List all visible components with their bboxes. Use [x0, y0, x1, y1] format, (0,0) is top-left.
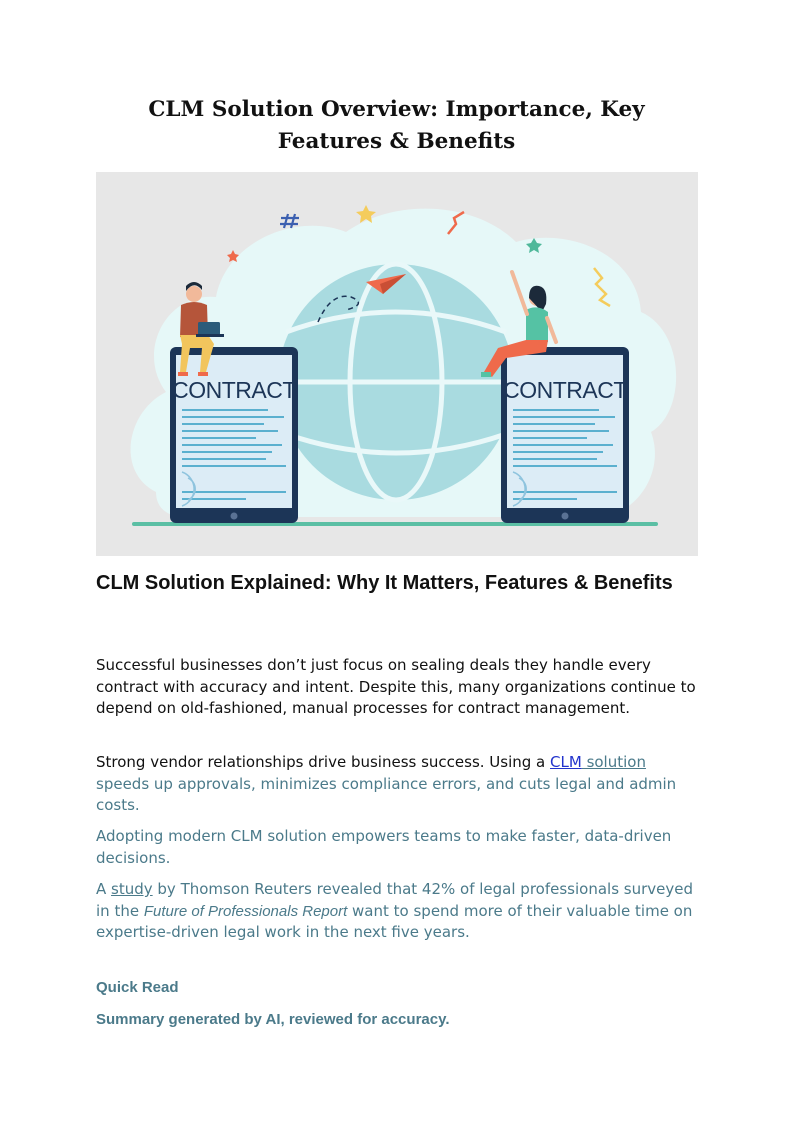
study-paragraph-lead: A — [96, 880, 112, 898]
vendor-paragraph-rest: speeds up approvals, minimizes compliance errors, and cuts legal and admin costs. — [96, 774, 677, 814]
study-link[interactable]: study — [111, 880, 153, 898]
study-paragraph-mid: by Thomson Reuters revealed that 42% of legal professionals surveyed in the — [96, 880, 693, 920]
clm-link[interactable]: CLM — [550, 753, 582, 771]
solution-link[interactable]: solution — [581, 753, 646, 771]
section-heading: CLM Solution Explained: Why It Matters, Features & Benefits — [96, 572, 673, 594]
study-paragraph-end: want to spend more of their valuable time on expertise-driven legal work in the next five years. — [96, 901, 693, 941]
contract-label-left: CONTRACT — [172, 377, 296, 403]
right-tablet — [501, 347, 629, 523]
vendor-paragraph-lead: Strong vendor relationships drive business success. Using a — [96, 753, 551, 771]
vendor-paragraph — [96, 752, 697, 817]
intro-paragraph: Successful businesses don’t just focus on sealing deals they handle every contract with accuracy and intent. Despite this, many organizations continue to depend on old-fashioned, manual processes for contract management. — [96, 656, 696, 717]
globe-icon — [278, 264, 514, 500]
contract-label-right: CONTRACT — [503, 377, 627, 403]
adoption-paragraph: Adopting modern CLM solution empowers teams to make faster, data-driven decisions. — [96, 827, 672, 867]
quick-read-label: Quick Read — [96, 979, 179, 996]
ai-summary-note: Summary generated by AI, reviewed for accuracy. — [96, 1011, 450, 1028]
hero-illustration — [96, 172, 698, 556]
hash-icon — [280, 214, 299, 228]
document-title: CLM Solution Overview: Importance, Key Features & Benefits — [148, 97, 645, 154]
study-paragraph — [96, 879, 697, 944]
left-tablet — [170, 347, 298, 523]
report-title: Future of Professionals Report — [143, 902, 348, 920]
